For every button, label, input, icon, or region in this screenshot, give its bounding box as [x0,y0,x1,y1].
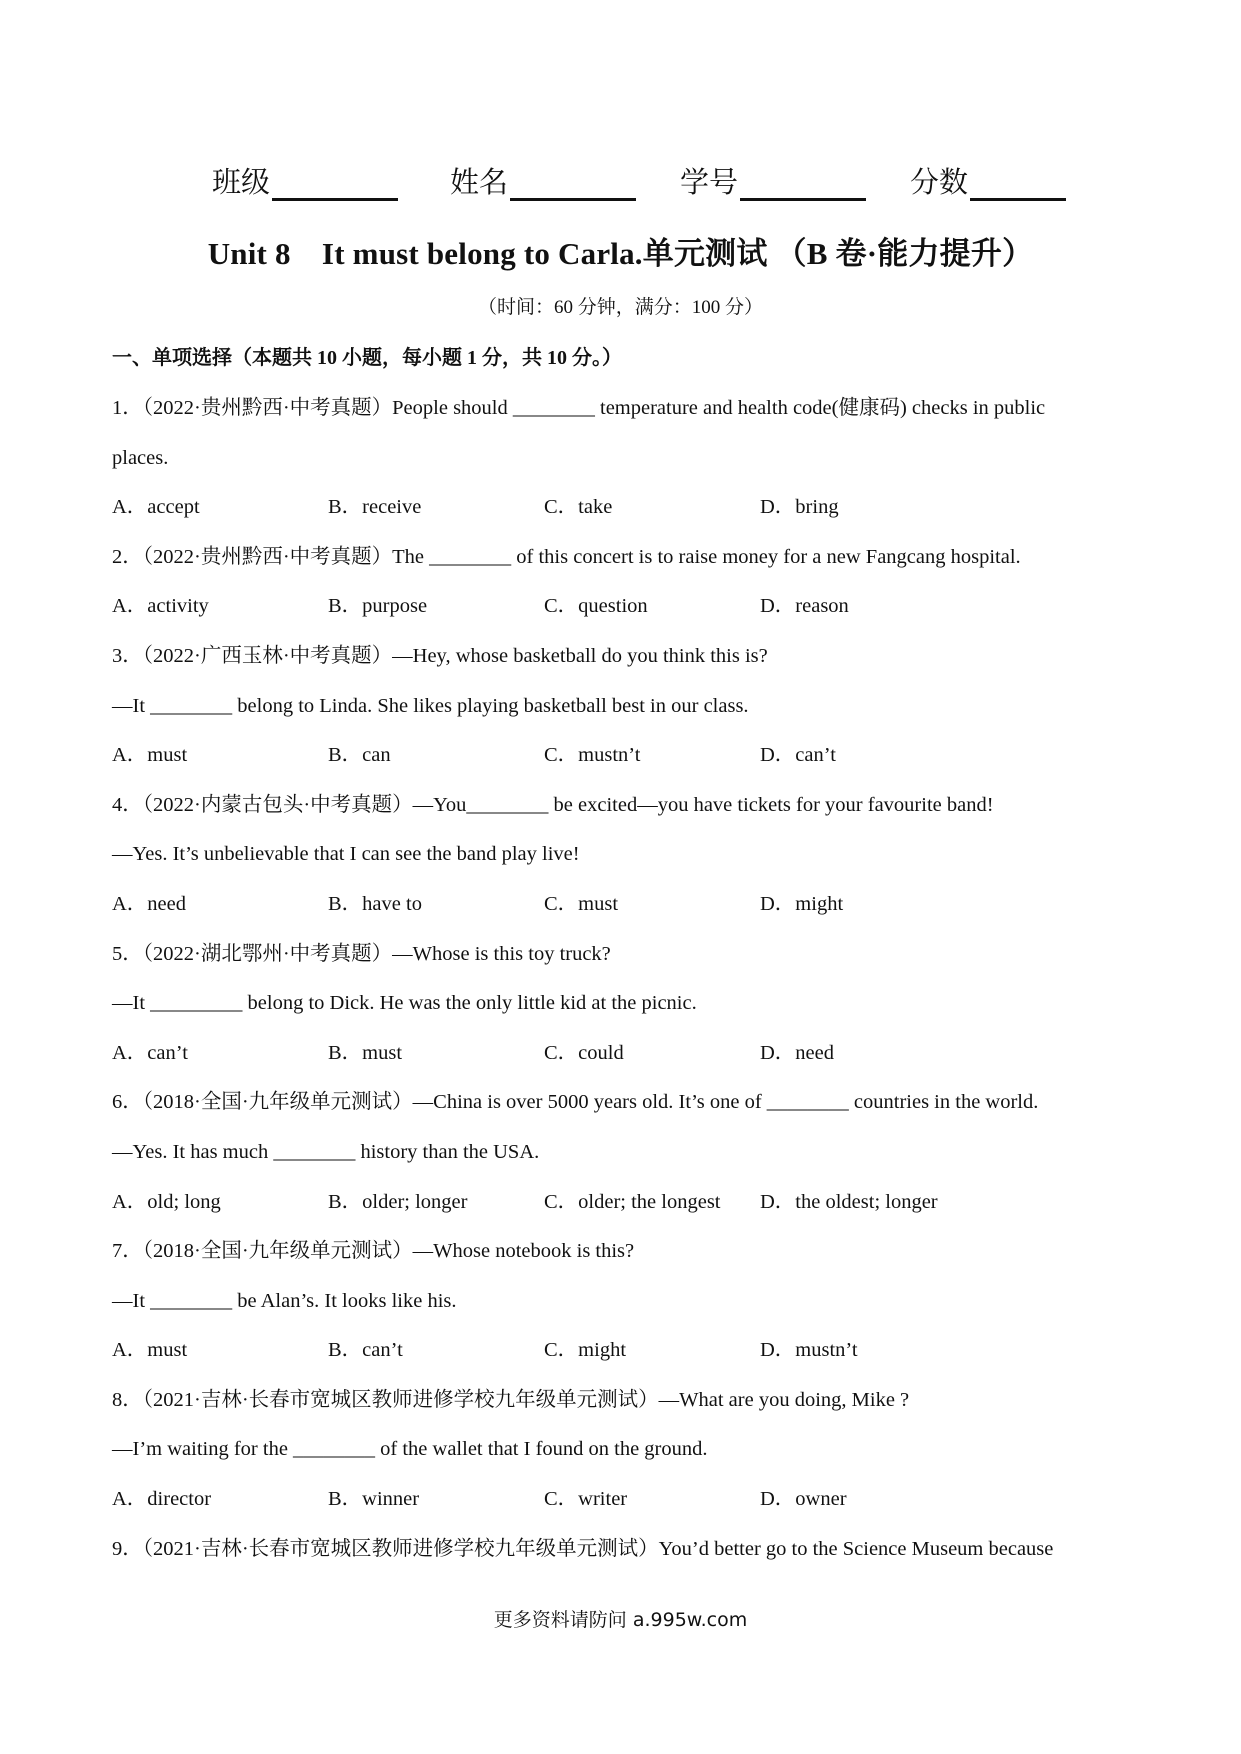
question-line: —It _________ belong to Dick. He was the only little kid at the picnic. [112,992,697,1015]
question-stem: 2．（2022·贵州黔西·中考真题）The ________ of this concert is to raise money for a new Fangcang hospital. [112,545,1021,568]
option-c[interactable]: C．older; the longest [544,1190,721,1213]
student-id-blank[interactable] [740,168,866,201]
student-id-label: 学号 [680,165,739,199]
options-row [112,1178,1132,1228]
option-c[interactable]: C．writer [544,1488,628,1511]
student-info-fields [212,160,1152,201]
option-d[interactable]: D．can’t [760,744,836,767]
question-stem: 3．（2022·广西玉林·中考真题）—Hey, whose basketball do you think this is? [112,644,768,667]
question-stem: 1．（2022·贵州黔西·中考真题）People should ________ temperature and health code(健康码) checks in public [112,397,1046,419]
question-stem: 6．（2018·全国·九年级单元测试）—China is over 5000 years old. It’s one of ________ countries in the world. [112,1091,1039,1114]
footer-note: 更多资料请防问 a.995w.com [493,1609,748,1631]
option-a[interactable]: A．old; long [112,1190,221,1213]
class-field [212,160,398,201]
option-c[interactable]: C．mustn’t [544,744,641,767]
question-line: places. [112,446,169,469]
options-row [112,582,1132,632]
name-field [450,160,636,201]
option-b[interactable]: B．can [328,744,391,767]
section-heading: 一、单项选择（本题共 10 小题，每小题 1 分，共 10 分。） [112,347,622,369]
name-label: 姓名 [450,165,509,199]
student-id-field [680,160,866,201]
options-row [112,880,1132,930]
class-label: 班级 [212,165,271,199]
option-c[interactable]: C．might [544,1339,627,1362]
question-stem: 5．（2022·湖北鄂州·中考真题）—Whose is this toy truck? [112,942,611,965]
exam-time-info: （时间：60 分钟，满分：100 分） [477,297,763,318]
option-d[interactable]: D．bring [760,496,839,519]
option-a[interactable]: A．director [112,1488,212,1511]
option-d[interactable]: D．owner [760,1488,847,1511]
options-row [112,731,1132,781]
name-blank[interactable] [510,168,636,201]
option-b[interactable]: B．have to [328,892,422,915]
option-d[interactable]: D．need [760,1041,835,1064]
option-a[interactable]: A．need [112,892,187,915]
option-b[interactable]: B．purpose [328,595,428,618]
option-d[interactable]: D．might [760,892,844,915]
option-a[interactable]: A．can’t [112,1041,188,1064]
options-row [112,1326,1132,1376]
option-a[interactable]: A．activity [112,595,209,618]
option-b[interactable]: B．winner [328,1488,420,1511]
question-line: —I’m waiting for the ________ of the wallet that I found on the ground. [112,1438,708,1461]
question-stem: 4．（2022·内蒙古包头·中考真题）—You________ be excited—you have tickets for your favourite band! [112,793,994,816]
question-line: —It ________ be Alan’s. It looks like his. [112,1289,457,1312]
class-blank[interactable] [272,168,398,201]
option-a[interactable]: A．accept [112,496,200,519]
options-row [112,1029,1132,1079]
score-blank[interactable] [970,168,1066,201]
question-stem: 7．（2018·全国·九年级单元测试）—Whose notebook is this? [112,1240,635,1263]
option-b[interactable]: B．older; longer [328,1190,468,1213]
question-line: —It ________ belong to Linda. She likes playing basketball best in our class. [112,694,749,717]
question-list [112,384,1132,1574]
score-label: 分数 [910,165,969,199]
option-c[interactable]: C．question [544,595,648,618]
option-b[interactable]: B．can’t [328,1339,403,1362]
question-stem: 8．（2021·吉林·长春市宽城区教师进修学校九年级单元测试）—What are you doing, Mike ? [112,1388,910,1411]
options-row [112,483,1132,533]
score-field [910,160,1066,201]
question-stem: 9．（2021·吉林·长春市宽城区教师进修学校九年级单元测试）You’d better go to the Science Museum because [112,1537,1054,1560]
option-a[interactable]: A．must [112,1339,188,1362]
option-c[interactable]: C．take [544,496,613,519]
question-line: —Yes. It’s unbelievable that I can see the band play live! [112,843,580,866]
option-a[interactable]: A．must [112,744,188,767]
options-row [112,1475,1132,1525]
option-b[interactable]: B．receive [328,496,422,519]
question-line: —Yes. It has much ________ history than the USA. [112,1140,540,1163]
option-d[interactable]: D．mustn’t [760,1339,858,1362]
option-d[interactable]: D．reason [760,595,849,618]
page-title: Unit 8 It must belong to Carla.单元测试 （B 卷·能力提升） [207,236,1034,271]
option-c[interactable]: C．could [544,1041,624,1064]
option-c[interactable]: C．must [544,892,619,915]
option-b[interactable]: B．must [328,1041,403,1064]
option-d[interactable]: D．the oldest; longer [760,1190,938,1213]
